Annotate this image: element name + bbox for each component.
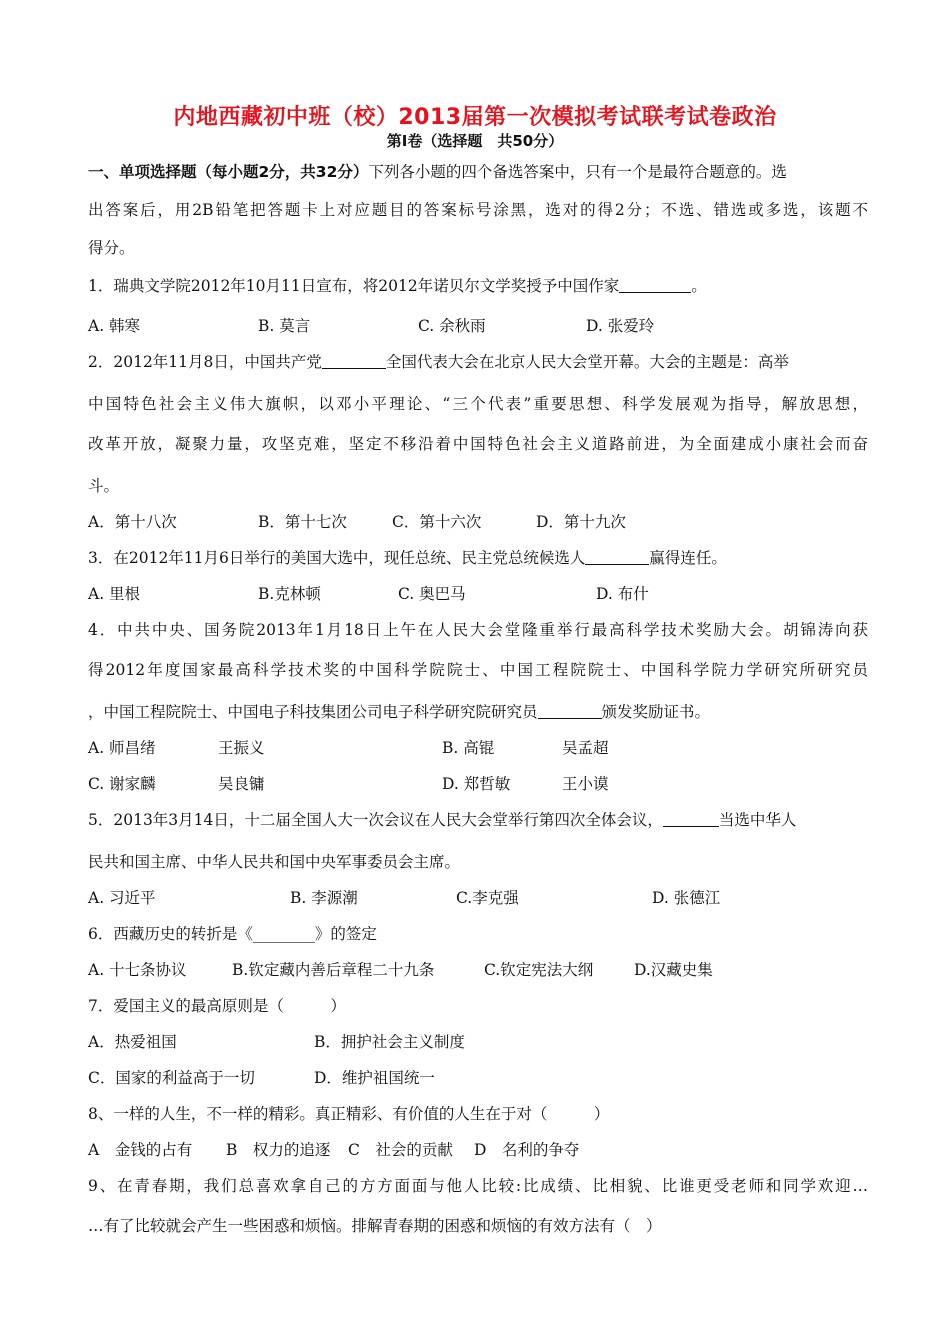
option-2c: C．第十六次	[392, 513, 482, 531]
option-3b: B.克林顿	[258, 585, 321, 603]
question-5-line-1: 5．2013年3月14日，十二届全国人大一次会议在人民大会堂举行第四次全体会议， 当选中华人	[88, 811, 797, 829]
option-7b: B．拥护社会主义制度	[314, 1033, 465, 1051]
section-intro-line-2: 出答案后，用2B铅笔把答题卡上对应题目的答案标号涂黑，选对的得2分；不选、错选或多选，该题不	[88, 201, 868, 219]
question-6: 6．西藏历史的转折是《________》的签定	[88, 925, 377, 943]
option-1a: A. 韩寒	[88, 317, 141, 335]
option-1b: B. 莫言	[258, 317, 311, 335]
option-2a: A．第十八次	[88, 513, 177, 531]
section-intro-line-1: 一、单项选择题（每小题2分，共32分）下列各小题的四个备选答案中，只有一个是最符合题意的。选	[88, 163, 787, 181]
question-4-line-2: 得2012年度国家最高科学技术奖的中国科学院院士、中国工程院院士、中国科学院力学研究所研究员	[88, 661, 868, 679]
option-6d: D.汉藏史集	[634, 961, 713, 979]
question-9-line-2: …有了比较就会产生一些困惑和烦恼。排解青春期的困惑和烦恼的有效方法有（ ）	[88, 1217, 662, 1235]
option-7c: C．国家的利益高于一切	[88, 1069, 255, 1087]
question-8: 8、一样的人生，不一样的精彩。真正精彩、有价值的人生在于对（ ）	[88, 1105, 610, 1123]
option-5a: A. 习近平	[88, 889, 156, 907]
answer-blank	[322, 354, 386, 369]
option-6c: C.钦定宪法大纲	[484, 961, 594, 979]
question-2-line-1: 2．2012年11月8日，中国共产党 全国代表大会在北京人民大会堂开幕。大会的主题是：高举	[88, 353, 789, 371]
option-6b: B.钦定藏内善后章程二十九条	[232, 961, 435, 979]
option-5d: D. 张德江	[652, 889, 721, 907]
option-7d: D．维护祖国统一	[314, 1069, 435, 1087]
exam-subtitle: 第Ⅰ卷（选择题 共50分）	[386, 132, 564, 150]
option-8a: A 金钱的占有	[88, 1141, 193, 1159]
question-9-line-1: 9、在青春期，我们总喜欢拿自己的方方面面与他人比较:比成绩、比相貌、比谁更受老师和同学欢迎…	[88, 1177, 868, 1195]
option-5c: C.李克强	[456, 889, 519, 907]
option-4c: C. 谢家麟	[88, 775, 156, 793]
section-heading: 一、单项选择题（每小题2分，共32分）	[88, 163, 369, 181]
option-8b: B 权力的追逐	[226, 1141, 331, 1159]
option-7a: A．热爱祖国	[88, 1033, 177, 1051]
answer-blank: ________	[252, 925, 315, 943]
option-4d: D. 郑哲敏	[442, 775, 511, 793]
option-3c: C. 奥巴马	[398, 585, 466, 603]
question-5-line-2: 民共和国主席、中华人民共和国中央军事委员会主席。	[88, 853, 461, 871]
answer-blank	[619, 278, 691, 293]
option-5b: B. 李源潮	[290, 889, 358, 907]
option-4a-name-2: 王振义	[218, 739, 265, 757]
question-7: 7．爱国主义的最高原则是（ ）	[88, 997, 346, 1015]
option-4d-name-2: 王小谟	[562, 775, 609, 793]
answer-blank	[663, 812, 719, 827]
question-4-line-1: 4．中共中央、国务院2013年1月18日上午在人民大会堂隆重举行最高科学技术奖励大会。胡锦涛向获	[88, 621, 868, 639]
option-4c-name-2: 吴良镛	[218, 775, 265, 793]
option-1c: C. 余秋雨	[418, 317, 486, 335]
question-2-line-4: 斗。	[88, 477, 120, 495]
section-intro-line-3: 得分。	[88, 239, 135, 257]
option-3d: D. 布什	[596, 585, 649, 603]
answer-blank	[538, 704, 602, 719]
option-8c: C 社会的贡献	[348, 1141, 453, 1159]
question-4-line-3: ，中国工程院院士、中国电子科技集团公司电子科学研究院研究员 颁发奖励证书。	[88, 703, 711, 721]
exam-title: 内地西藏初中班（校）2013届第一次模拟考试联考试卷政治	[173, 105, 777, 130]
option-2d: D．第十九次	[536, 513, 626, 531]
question-1: 1．瑞典文学院2012年10月11日宣布，将2012年诺贝尔文学奖授予中国作家 。	[88, 277, 707, 295]
option-6a: A. 十七条协议	[88, 961, 187, 979]
question-2-line-3: 改革开放，凝聚力量，攻坚克难，坚定不移沿着中国特色社会主义道路前进，为全面建成小康社会而奋	[88, 435, 868, 453]
option-4b-name-2: 吴孟超	[562, 739, 609, 757]
question-3: 3．在2012年11月6日举行的美国大选中，现任总统、民主党总统候选人 赢得连任。	[88, 549, 727, 567]
question-2-line-2: 中国特色社会主义伟大旗帜，以邓小平理论、“三个代表”重要思想、科学发展观为指导，解放思想，	[88, 395, 868, 413]
option-3a: A. 里根	[88, 585, 141, 603]
option-4a: A. 师昌绪	[88, 739, 156, 757]
answer-blank	[585, 550, 649, 565]
option-1d: D. 张爱玲	[586, 317, 655, 335]
option-2b: B．第十七次	[258, 513, 347, 531]
option-8d: D 名利的争夺	[474, 1141, 580, 1159]
option-4b: B. 高锟	[442, 739, 495, 757]
